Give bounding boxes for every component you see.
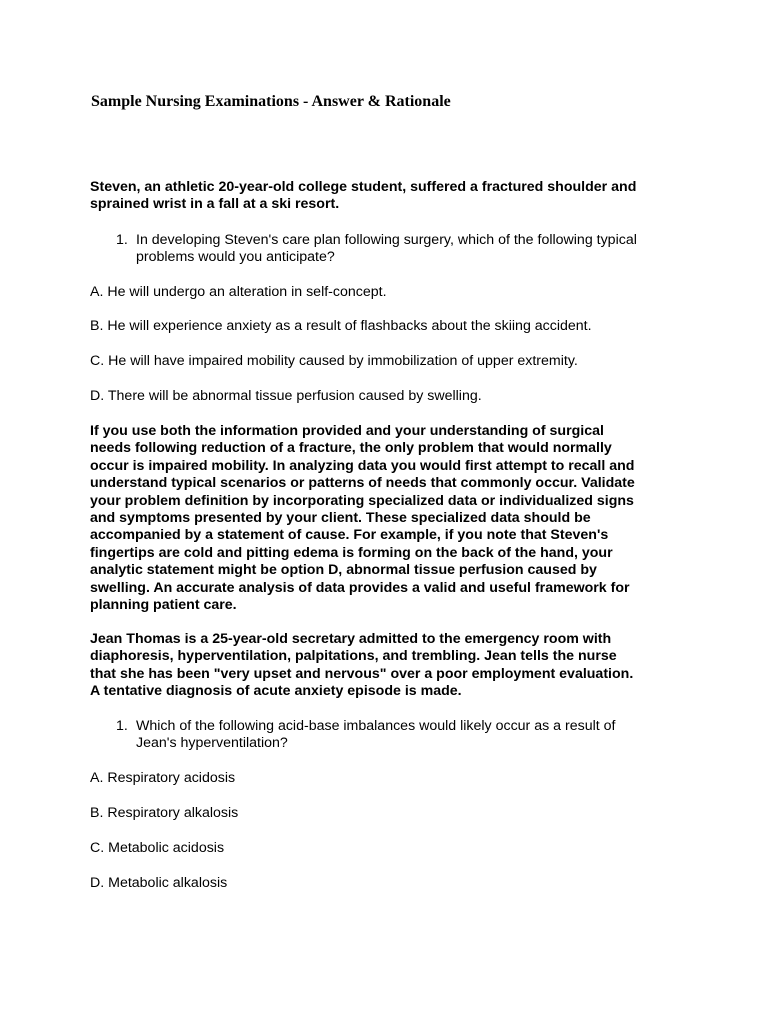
rationale-line: your problem definition by incorporating specialized data or individualized signs	[90, 492, 634, 509]
case1-option-c: C. He will have impaired mobility caused by immobilization of upper extremity.	[90, 353, 578, 369]
case2-option-d: D. Metabolic alkalosis	[90, 875, 228, 891]
case1-option-d: D. There will be abnormal tissue perfusion caused by swelling.	[90, 388, 482, 404]
case1-scenario-line: sprained wrist in a fall at a ski resort.	[90, 196, 340, 213]
rationale-line: If you use both the information provided and your understanding of surgical	[90, 423, 604, 439]
case1-rationale	[90, 423, 690, 614]
case1-question	[136, 232, 696, 267]
case2-option-a: A. Respiratory acidosis	[90, 770, 236, 786]
case1-scenario	[90, 179, 690, 214]
rationale-line: swelling. An accurate analysis of data provides a valid and useful framework for	[90, 579, 630, 596]
case2-scenario-line: Jean Thomas is a 25-year-old secretary admitted to the emergency room with	[90, 631, 612, 647]
rationale-line: fingertips are cold and pitting edema is forming on the back of the hand, your	[90, 544, 613, 561]
case1-option-b: B. He will experience anxiety as a result of flashbacks about the skiing accident.	[90, 318, 592, 334]
case2-scenario	[90, 631, 690, 701]
case2-scenario-line: that she has been "very upset and nervous" over a poor employment evaluation.	[90, 665, 634, 682]
rationale-line: occur is impaired mobility. In analyzing data you would first attempt to recall and	[90, 457, 635, 474]
case2-question	[136, 718, 696, 753]
rationale-line: needs following reduction of a fracture, the only problem that would normally	[90, 440, 612, 457]
case1-question-line: problems would you anticipate?	[136, 249, 335, 266]
case1-question-line: In developing Steven's care plan following surgery, which of the following typical	[136, 232, 637, 248]
case2-question-line: Which of the following acid-base imbalances would likely occur as a result of	[136, 718, 616, 734]
rationale-line: analytic statement might be option D, abnormal tissue perfusion caused by	[90, 562, 597, 579]
rationale-line: planning patient care.	[90, 597, 237, 614]
rationale-line: and symptoms presented by your client. These specialized data should be	[90, 510, 591, 527]
case2-scenario-line: A tentative diagnosis of acute anxiety episode is made.	[90, 683, 462, 700]
case2-question-line: Jean's hyperventilation?	[136, 735, 288, 752]
case2-option-c: C. Metabolic acidosis	[90, 840, 225, 856]
case1-option-a: A. He will undergo an alteration in self-concept.	[90, 284, 387, 300]
page-title: Sample Nursing Examinations - Answer & Rationale	[91, 93, 451, 110]
case2-question-number: 1.	[116, 718, 128, 734]
rationale-line: accompanied by a statement of cause. For example, if you note that Steven's	[90, 527, 609, 544]
case1-question-number: 1.	[116, 232, 128, 248]
case2-scenario-line: diaphoresis, hyperventilation, palpitations, and trembling. Jean tells the nurse	[90, 648, 617, 665]
rationale-line: understand typical scenarios or patterns of needs that commonly occur. Validate	[90, 475, 635, 492]
case2-option-b: B. Respiratory alkalosis	[90, 805, 239, 821]
case1-scenario-line: Steven, an athletic 20-year-old college student, suffered a fractured shoulder and	[90, 179, 637, 195]
